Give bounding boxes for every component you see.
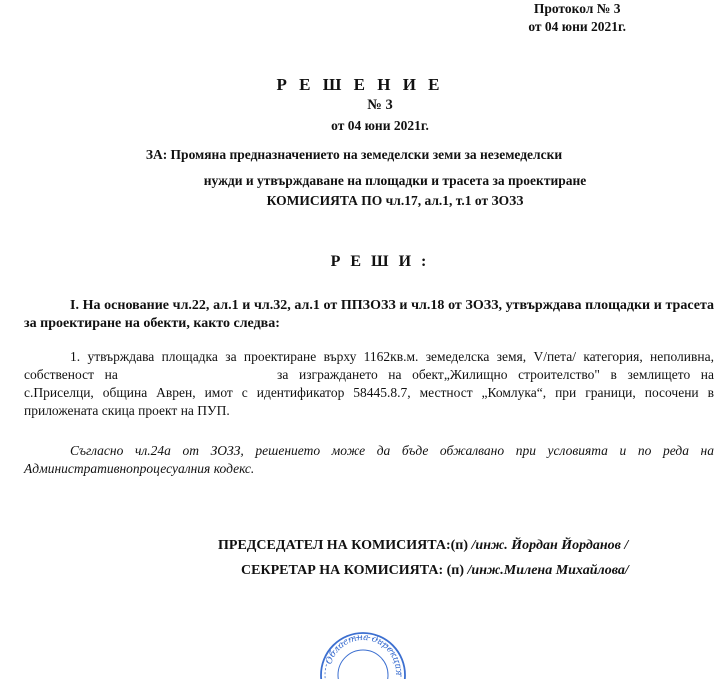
secretary-name: /инж.Милена Михайлова/ — [464, 563, 629, 578]
protocol-date: от 04 юни 2021г. — [528, 19, 626, 34]
stamp-seal-icon — [318, 629, 408, 679]
chair-name: /инж. Йордан Йорданов / — [468, 538, 629, 553]
commission-title: КОМИСИЯТА ПО чл.17, ал.1, т.1 от ЗОЗЗ — [266, 193, 524, 208]
item-one-text-start: 1. утвърждава площадка за проектиране върху 1162кв.м. земеделска земя, V/пета/ категория, неполивна, собственост на — [24, 349, 714, 382]
appeal-paragraph: Съгласно чл.24а от ЗОЗЗ, решението може да бъде обжалвано при условията и по реда на Административнопроцесуалния кодекс. — [24, 443, 714, 476]
svg-text:Областна дирекция: Областна дирекция — [324, 632, 404, 676]
chair-signature — [218, 538, 628, 554]
decision-number: № 3 — [367, 97, 393, 113]
official-stamp — [318, 629, 408, 684]
decision-title: Р Е Ш Е Н И Е — [276, 75, 444, 94]
protocol-number: Протокол № 3 — [533, 1, 621, 16]
decision-date: от 04 юни 2021г. — [331, 118, 429, 133]
secretary-title: СЕКРЕТАР НА КОМИСИЯТА: (п) — [241, 563, 465, 578]
protocol-header — [528, 0, 626, 36]
subject-line-1: ЗА: Промяна предназначението на земеделски земи за неземеделски — [145, 147, 563, 162]
subject-line-2: нужди и утвърждаване на площадки и трасета за проектиране — [203, 173, 587, 188]
item-one-text-end: за изграждането на обект„Жилищно строителство" в землището на с.Приселци, община Аврен, имот с идентификатор 58445.8.7, местност „Комлука“, при граници, посочени в приложената скица проект на ПУП. — [24, 367, 715, 418]
section-one-paragraph: І. На основание чл.22, ал.1 и чл.32, ал.1 от ППЗОЗЗ и чл.18 от ЗОЗЗ, утвърждава площадки и трасета за проектиране на обекти, както следва: — [24, 298, 714, 331]
secretary-signature — [241, 563, 629, 579]
resolves-heading: Р Е Ш И : — [330, 253, 430, 270]
item-one-paragraph — [24, 348, 714, 420]
chair-title: ПРЕДСЕДАТЕЛ НА КОМИСИЯТА:(п) — [218, 538, 469, 553]
